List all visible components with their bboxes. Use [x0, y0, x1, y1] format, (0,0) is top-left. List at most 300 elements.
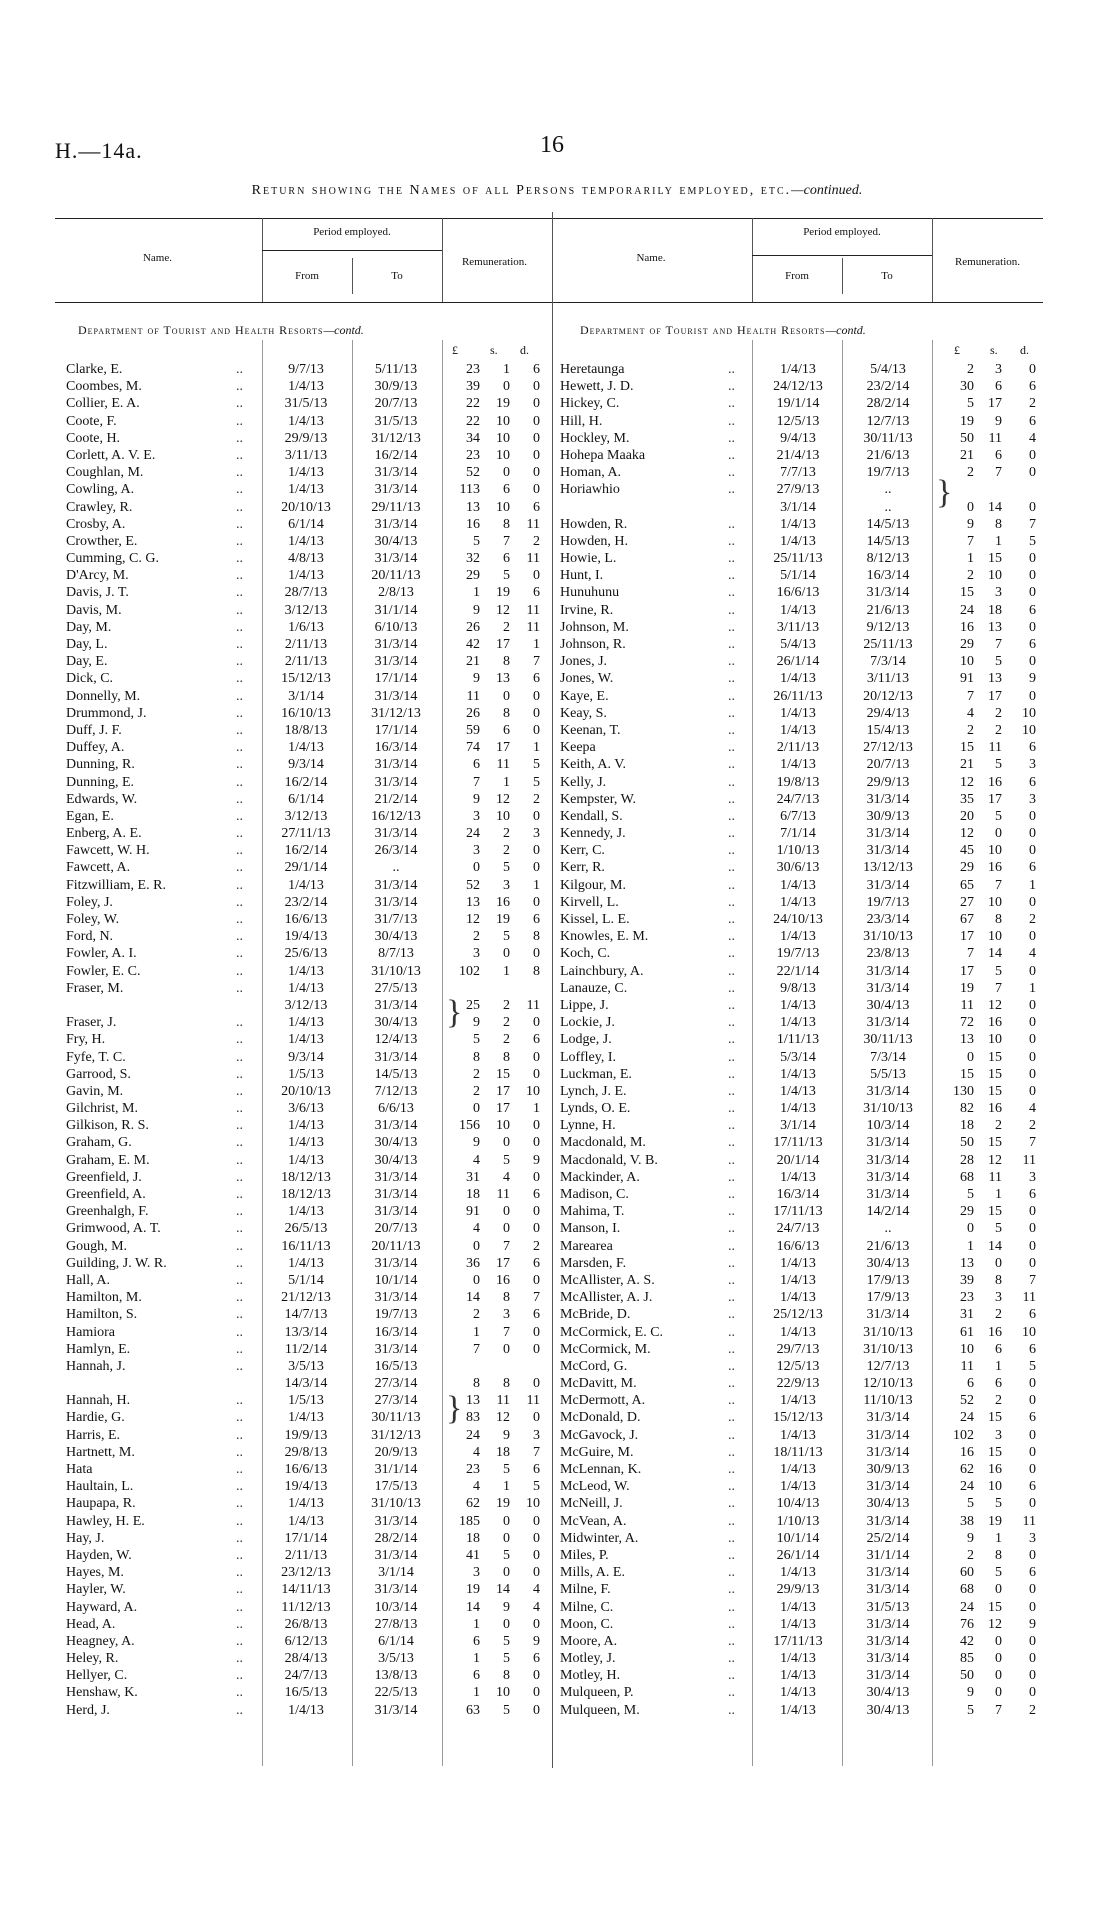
- remuneration-pence: 4: [1029, 946, 1036, 962]
- leader-dots: ..: [236, 826, 243, 842]
- remuneration-pence: 1: [533, 1101, 540, 1117]
- period-from: 1/4/13: [288, 740, 324, 756]
- remuneration-pence: 3: [1029, 1530, 1036, 1546]
- remuneration-pence: 8: [533, 929, 540, 945]
- employee-name: Graham, E. M.: [66, 1152, 150, 1168]
- employee-name: McDonald, D.: [560, 1410, 641, 1426]
- employee-name: Keith, A. V.: [560, 757, 626, 773]
- leader-dots: ..: [236, 1479, 243, 1495]
- remuneration-shillings: 0: [995, 826, 1002, 842]
- period-from: 3/1/14: [780, 499, 816, 515]
- table-row: [66, 447, 548, 464]
- remuneration-shillings: 7: [995, 877, 1002, 893]
- remuneration-pounds: 67: [960, 912, 974, 927]
- remuneration-pounds: 26: [466, 619, 480, 635]
- leader-dots: ..: [728, 1668, 735, 1684]
- remuneration-shillings: 5: [995, 757, 1002, 773]
- period-to: 8/7/13: [378, 946, 414, 962]
- remuneration-shillings: 4: [503, 1169, 510, 1185]
- leader-dots: ..: [236, 568, 243, 584]
- period-to: 14/5/13: [374, 1066, 418, 1082]
- employee-name: Johnson, R.: [560, 637, 626, 652]
- table-row: [66, 756, 548, 773]
- period-from: 1/4/13: [780, 997, 816, 1013]
- remuneration-pence: 6: [1029, 1565, 1036, 1581]
- employee-name: McLennan, K.: [560, 1462, 642, 1477]
- table-row: [66, 980, 548, 997]
- employee-name: Gough, M.: [66, 1238, 128, 1254]
- remuneration-pounds: 24: [466, 1427, 480, 1443]
- table-row: [560, 1238, 1042, 1255]
- leader-dots: ..: [236, 1685, 243, 1701]
- right-pounds-label: £: [954, 343, 960, 357]
- remuneration-shillings: 0: [995, 1582, 1002, 1598]
- remuneration-pounds: 102: [459, 963, 480, 979]
- remuneration-pence: 3: [1029, 791, 1036, 807]
- period-from: 28/7/13: [284, 585, 328, 601]
- leader-dots: ..: [236, 637, 243, 652]
- remuneration-pounds: 1: [473, 585, 480, 601]
- period-to: 31/3/14: [374, 774, 418, 790]
- table-row: [66, 550, 548, 567]
- remuneration-shillings: 19: [496, 585, 510, 601]
- period-from: 1/4/13: [288, 465, 324, 481]
- right-remuneration-header: Remuneration.: [954, 256, 1021, 268]
- table-row: [560, 997, 1042, 1014]
- period-to: 27/5/13: [374, 980, 418, 996]
- remuneration-shillings: 9: [503, 1599, 510, 1615]
- remuneration-shillings: 17: [988, 396, 1002, 412]
- period-to: 31/3/14: [374, 516, 418, 532]
- leader-dots: ..: [728, 1702, 735, 1718]
- leader-dots: ..: [236, 1290, 243, 1306]
- left-remuneration-header: Remuneration.: [461, 256, 528, 268]
- period-to: 31/3/14: [374, 465, 418, 481]
- remuneration-shillings: 6: [503, 551, 510, 567]
- remuneration-pounds: 0: [473, 1238, 480, 1254]
- remuneration-pounds: 23: [960, 1290, 974, 1306]
- employee-name: Hayden, W.: [66, 1547, 132, 1563]
- period-from: 22/1/14: [776, 963, 820, 979]
- remuneration-shillings: 8: [995, 516, 1002, 532]
- remuneration-shillings: 1: [503, 362, 510, 377]
- period-to: ..: [392, 860, 400, 876]
- period-to: 31/3/14: [866, 1479, 910, 1495]
- remuneration-pence: 0: [1029, 1496, 1036, 1512]
- period-to: 3/1/14: [378, 1565, 414, 1581]
- remuneration-pounds: 102: [953, 1427, 974, 1443]
- table-row: [560, 653, 1042, 670]
- employee-name: Fyfe, T. C.: [66, 1049, 126, 1065]
- employee-name: Midwinter, A.: [560, 1530, 639, 1546]
- remuneration-shillings: 13: [988, 619, 1002, 635]
- leader-dots: ..: [728, 1393, 735, 1409]
- table-row: [66, 1049, 548, 1066]
- remuneration-shillings: 18: [496, 1444, 510, 1460]
- table-row: [66, 1255, 548, 1272]
- remuneration-pounds: 185: [459, 1513, 480, 1529]
- period-from: 26/11/13: [773, 688, 823, 704]
- remuneration-shillings: 10: [496, 1685, 510, 1701]
- period-to: 17/1/14: [374, 722, 418, 738]
- period-to: 31/3/14: [374, 1582, 418, 1598]
- table-row: [66, 1633, 548, 1650]
- period-to: 31/1/14: [374, 602, 418, 618]
- remuneration-pence: 11: [526, 997, 540, 1013]
- table-row: [66, 464, 548, 481]
- leader-dots: ..: [728, 1169, 735, 1185]
- employee-name: Milne, F.: [560, 1582, 611, 1598]
- remuneration-pounds: 45: [960, 843, 974, 859]
- remuneration-pence: 11: [526, 619, 540, 635]
- table-row: [560, 1341, 1042, 1358]
- employee-name: Fraser, J.: [66, 1015, 117, 1031]
- remuneration-shillings: 6: [503, 482, 510, 498]
- employee-name: Davis, M.: [66, 602, 122, 618]
- employee-name: Clarke, E.: [66, 362, 123, 377]
- table-row: [560, 1358, 1042, 1375]
- remuneration-pounds: 39: [960, 1272, 974, 1288]
- leader-dots: ..: [236, 430, 243, 446]
- remuneration-pounds: 19: [960, 980, 974, 996]
- employee-name: Madison, C.: [560, 1187, 629, 1202]
- remuneration-shillings: 8: [995, 1547, 1002, 1563]
- employee-name: Heagney, A.: [66, 1633, 135, 1649]
- table-row: [66, 877, 548, 894]
- table-row: [560, 1513, 1042, 1530]
- leader-dots: ..: [728, 1238, 735, 1254]
- period-from: 16/6/13: [776, 585, 820, 601]
- employee-name: Macdonald, V. B.: [560, 1152, 658, 1168]
- remuneration-pounds: 21: [466, 654, 480, 670]
- period-from: 15/12/13: [773, 1410, 823, 1426]
- table-row: [66, 1341, 548, 1358]
- remuneration-pence: 9: [533, 1633, 540, 1649]
- employee-name: Mills, A. E.: [560, 1565, 625, 1581]
- leader-dots: ..: [236, 963, 243, 979]
- employee-name: Kilgour, M.: [560, 877, 626, 893]
- employee-name: Dunning, E.: [66, 774, 135, 790]
- period-from: 1/4/13: [780, 1324, 816, 1340]
- period-from: 9/4/13: [780, 430, 816, 446]
- period-to: 27/3/14: [374, 1376, 418, 1392]
- table-row: [560, 1306, 1042, 1323]
- table-row: [560, 1375, 1042, 1392]
- remuneration-shillings: 0: [503, 1204, 510, 1220]
- table-row: [560, 361, 1042, 378]
- period-to: ..: [884, 1221, 892, 1237]
- remuneration-pence: 0: [533, 1702, 540, 1718]
- leader-dots: ..: [728, 1049, 735, 1065]
- employee-name: Collier, E. A.: [66, 396, 140, 412]
- leader-dots: ..: [728, 1496, 735, 1512]
- remuneration-shillings: 5: [503, 1462, 510, 1477]
- period-to: 30/4/13: [374, 1152, 418, 1168]
- employee-name: Koch, C.: [560, 946, 611, 962]
- employee-name: Herd, J.: [66, 1702, 110, 1718]
- employee-name: Coote, H.: [66, 430, 121, 446]
- remuneration-pounds: 23: [466, 447, 480, 463]
- table-row: [560, 756, 1042, 773]
- employee-name: Hellyer, C.: [66, 1668, 128, 1684]
- employee-name: Hawley, H. E.: [66, 1513, 145, 1529]
- title-continued: —continued.: [791, 183, 863, 198]
- leader-dots: ..: [236, 1324, 243, 1340]
- remuneration-pounds: 14: [466, 1599, 480, 1615]
- period-to: 5/4/13: [870, 362, 906, 377]
- remuneration-pounds: 11: [466, 688, 480, 704]
- table-row: [66, 1152, 548, 1169]
- period-to: 12/7/13: [866, 413, 910, 429]
- leader-dots: ..: [728, 1513, 735, 1529]
- period-to: 21/2/14: [374, 791, 418, 807]
- leader-dots: ..: [728, 533, 735, 549]
- table-row: [560, 1289, 1042, 1306]
- period-from: 1/4/13: [780, 1015, 816, 1031]
- remuneration-shillings: 10: [988, 843, 1002, 859]
- right-period-header: Period employed.: [803, 226, 881, 238]
- remuneration-shillings: 15: [988, 1049, 1002, 1065]
- period-from: 4/8/13: [288, 551, 324, 567]
- employee-name: Kerr, C.: [560, 843, 605, 859]
- leader-dots: ..: [728, 722, 735, 738]
- table-row: [66, 413, 548, 430]
- leader-dots: ..: [236, 860, 243, 876]
- table-row: [560, 430, 1042, 447]
- leader-dots: ..: [236, 379, 243, 395]
- table-row: [560, 378, 1042, 395]
- employee-name: Hamilton, M.: [66, 1290, 142, 1306]
- employee-name: McCord, G.: [560, 1358, 628, 1374]
- remuneration-pounds: 5: [473, 533, 480, 549]
- remuneration-pence: 10: [1022, 705, 1036, 721]
- remuneration-pence: 0: [1029, 1462, 1036, 1477]
- table-row: [66, 670, 548, 687]
- remuneration-pence: 11: [526, 602, 540, 618]
- remuneration-shillings: 0: [503, 946, 510, 962]
- period-to: 20/9/13: [374, 1444, 418, 1460]
- remuneration-shillings: 10: [496, 808, 510, 824]
- remuneration-pence: 0: [533, 722, 540, 738]
- period-to: 31/3/14: [866, 1513, 910, 1529]
- remuneration-pounds: 7: [473, 1341, 480, 1357]
- remuneration-shillings: 2: [503, 619, 510, 635]
- remuneration-pounds: 6: [473, 1668, 480, 1684]
- remuneration-shillings: 0: [503, 1341, 510, 1357]
- table-row: [560, 1049, 1042, 1066]
- employee-name: Hunt, I.: [560, 568, 604, 584]
- table-row: [560, 481, 1042, 498]
- remuneration-pounds: 22: [466, 413, 480, 429]
- leader-dots: ..: [236, 929, 243, 945]
- left-to-header: To: [391, 270, 403, 282]
- leader-dots: ..: [728, 465, 735, 481]
- period-to: 3/11/13: [866, 671, 910, 687]
- period-to: 6/1/14: [378, 1633, 414, 1649]
- leader-dots: ..: [236, 396, 243, 412]
- period-from: 11/2/14: [284, 1341, 328, 1357]
- right-pence-label: d.: [1020, 343, 1029, 357]
- remuneration-shillings: 1: [503, 774, 510, 790]
- leader-dots: ..: [728, 637, 735, 652]
- period-from: 12/5/13: [776, 1358, 820, 1374]
- employee-name: Guilding, J. W. R.: [66, 1255, 167, 1271]
- remuneration-pounds: 50: [960, 1135, 974, 1151]
- table-row: [66, 722, 548, 739]
- period-from: 1/4/13: [780, 1668, 816, 1684]
- period-from: 10/1/14: [776, 1530, 820, 1546]
- period-from: 1/4/13: [780, 705, 816, 721]
- remuneration-pounds: 52: [466, 877, 480, 893]
- period-to: 10/3/14: [866, 1118, 910, 1134]
- remuneration-pence: 0: [533, 688, 540, 704]
- leader-dots: ..: [236, 1238, 243, 1254]
- employee-name: Henshaw, K.: [66, 1685, 138, 1701]
- period-to: 31/5/13: [374, 413, 418, 429]
- period-to: 15/4/13: [866, 722, 910, 738]
- period-from: 1/4/13: [288, 1015, 324, 1031]
- remuneration-pence: 3: [1029, 1169, 1036, 1185]
- period-from: 1/4/13: [780, 877, 816, 893]
- employee-name: Gavin, M.: [66, 1083, 124, 1099]
- right-from-header: From: [785, 270, 809, 282]
- period-from: 17/11/13: [773, 1633, 823, 1649]
- remuneration-pence: 4: [1029, 1101, 1036, 1117]
- leader-dots: ..: [728, 619, 735, 635]
- table-row: [560, 1014, 1042, 1031]
- leader-dots: ..: [236, 671, 243, 687]
- table-row: [560, 395, 1042, 412]
- period-to: 23/3/14: [866, 912, 910, 927]
- remuneration-shillings: 15: [988, 1066, 1002, 1082]
- left-period-header: Period employed.: [313, 226, 391, 238]
- employee-name: Kempster, W.: [560, 791, 637, 807]
- period-to: 27/8/13: [374, 1616, 418, 1632]
- period-to: 31/3/14: [374, 688, 418, 704]
- period-to: 31/3/14: [866, 1135, 910, 1151]
- remuneration-pounds: 5: [473, 1032, 480, 1048]
- remuneration-pence: 3: [533, 1427, 540, 1443]
- remuneration-pence: 11: [526, 516, 540, 532]
- leader-dots: ..: [728, 1651, 735, 1667]
- table-row: [66, 1461, 548, 1478]
- leader-dots: ..: [728, 1135, 735, 1151]
- remuneration-pence: 7: [533, 1290, 540, 1306]
- period-from: 7/1/14: [780, 826, 816, 842]
- employee-name: Egan, E.: [66, 808, 114, 824]
- period-to: 21/6/13: [866, 447, 910, 463]
- remuneration-pounds: 9: [473, 1135, 480, 1151]
- remuneration-pounds: 5: [967, 1702, 974, 1718]
- period-to: 31/3/14: [374, 482, 418, 498]
- period-to: 31/3/14: [374, 1204, 418, 1220]
- table-row: [560, 1478, 1042, 1495]
- period-to: 30/11/13: [371, 1410, 421, 1426]
- period-from: 11/12/13: [281, 1599, 331, 1615]
- remuneration-pence: 0: [1029, 654, 1036, 670]
- table-row: [66, 1427, 548, 1444]
- remuneration-pence: 9: [1029, 671, 1036, 687]
- table-row: [560, 1152, 1042, 1169]
- remuneration-pence: 0: [1029, 362, 1036, 377]
- period-to: 21/6/13: [866, 1238, 910, 1254]
- period-to: 20/7/13: [374, 1221, 418, 1237]
- period-to: 31/10/13: [863, 929, 913, 945]
- employee-name: Fowler, A. I.: [66, 946, 137, 962]
- table-row: [66, 791, 548, 808]
- employee-name: Enberg, A. E.: [66, 826, 142, 842]
- table-row: [66, 516, 548, 533]
- remuneration-pounds: 13: [466, 894, 480, 910]
- table-row: [560, 1134, 1042, 1151]
- leader-dots: ..: [728, 568, 735, 584]
- remuneration-shillings: 16: [988, 860, 1002, 876]
- leader-dots: ..: [728, 585, 735, 601]
- leader-dots: ..: [236, 516, 243, 532]
- table-row: [560, 945, 1042, 962]
- employee-name: Hill, H.: [560, 413, 603, 429]
- remuneration-pence: 0: [533, 1565, 540, 1581]
- table-row: [560, 705, 1042, 722]
- remuneration-shillings: 10: [496, 1118, 510, 1134]
- leader-dots: ..: [728, 671, 735, 687]
- remuneration-shillings: 8: [503, 1049, 510, 1065]
- remuneration-pence: 0: [1029, 1444, 1036, 1460]
- period-to: 31/3/14: [866, 963, 910, 979]
- employee-name: Duff, J. F.: [66, 722, 122, 738]
- period-to: 31/3/14: [866, 877, 910, 893]
- remuneration-pounds: 16: [960, 619, 974, 635]
- period-from: 20/10/13: [281, 1083, 331, 1099]
- period-from: 1/4/13: [288, 1513, 324, 1529]
- period-from: 1/5/13: [288, 1066, 324, 1082]
- remuneration-pounds: 20: [960, 808, 974, 824]
- table-row: [66, 1513, 548, 1530]
- remuneration-pence: 0: [1029, 1066, 1036, 1082]
- leader-dots: ..: [728, 1101, 735, 1117]
- employee-name: Ford, N.: [66, 929, 114, 945]
- leader-dots: ..: [236, 533, 243, 549]
- period-from: 31/5/13: [284, 396, 328, 412]
- remuneration-pounds: 12: [960, 774, 974, 790]
- remuneration-pence: 0: [1029, 1599, 1036, 1615]
- remuneration-shillings: 1: [503, 963, 510, 979]
- remuneration-pounds: 32: [466, 551, 480, 567]
- table-row: [560, 533, 1042, 550]
- table-row: [66, 774, 548, 791]
- header-top-rule: [55, 218, 1043, 219]
- remuneration-shillings: 3: [503, 1307, 510, 1323]
- employee-name: Hannah, J.: [66, 1358, 126, 1374]
- remuneration-pounds: 16: [960, 1444, 974, 1460]
- remuneration-shillings: 13: [496, 671, 510, 687]
- employee-name: Hickey, C.: [560, 396, 620, 412]
- remuneration-pounds: 7: [967, 946, 974, 962]
- period-from: 19/1/14: [776, 396, 820, 412]
- employee-name: Manson, I.: [560, 1221, 621, 1237]
- period-from: 6/1/14: [288, 516, 324, 532]
- period-from: 9/3/14: [288, 757, 324, 773]
- period-from: 22/9/13: [776, 1376, 820, 1392]
- leader-dots: ..: [236, 1255, 243, 1271]
- remuneration-pounds: 9: [967, 1685, 974, 1701]
- remuneration-shillings: 3: [995, 585, 1002, 601]
- remuneration-pounds: 0: [473, 1101, 480, 1117]
- remuneration-pence: 6: [1029, 1187, 1036, 1202]
- remuneration-shillings: 0: [995, 1668, 1002, 1684]
- remuneration-shillings: 11: [988, 740, 1002, 756]
- period-to: 31/10/13: [863, 1101, 913, 1117]
